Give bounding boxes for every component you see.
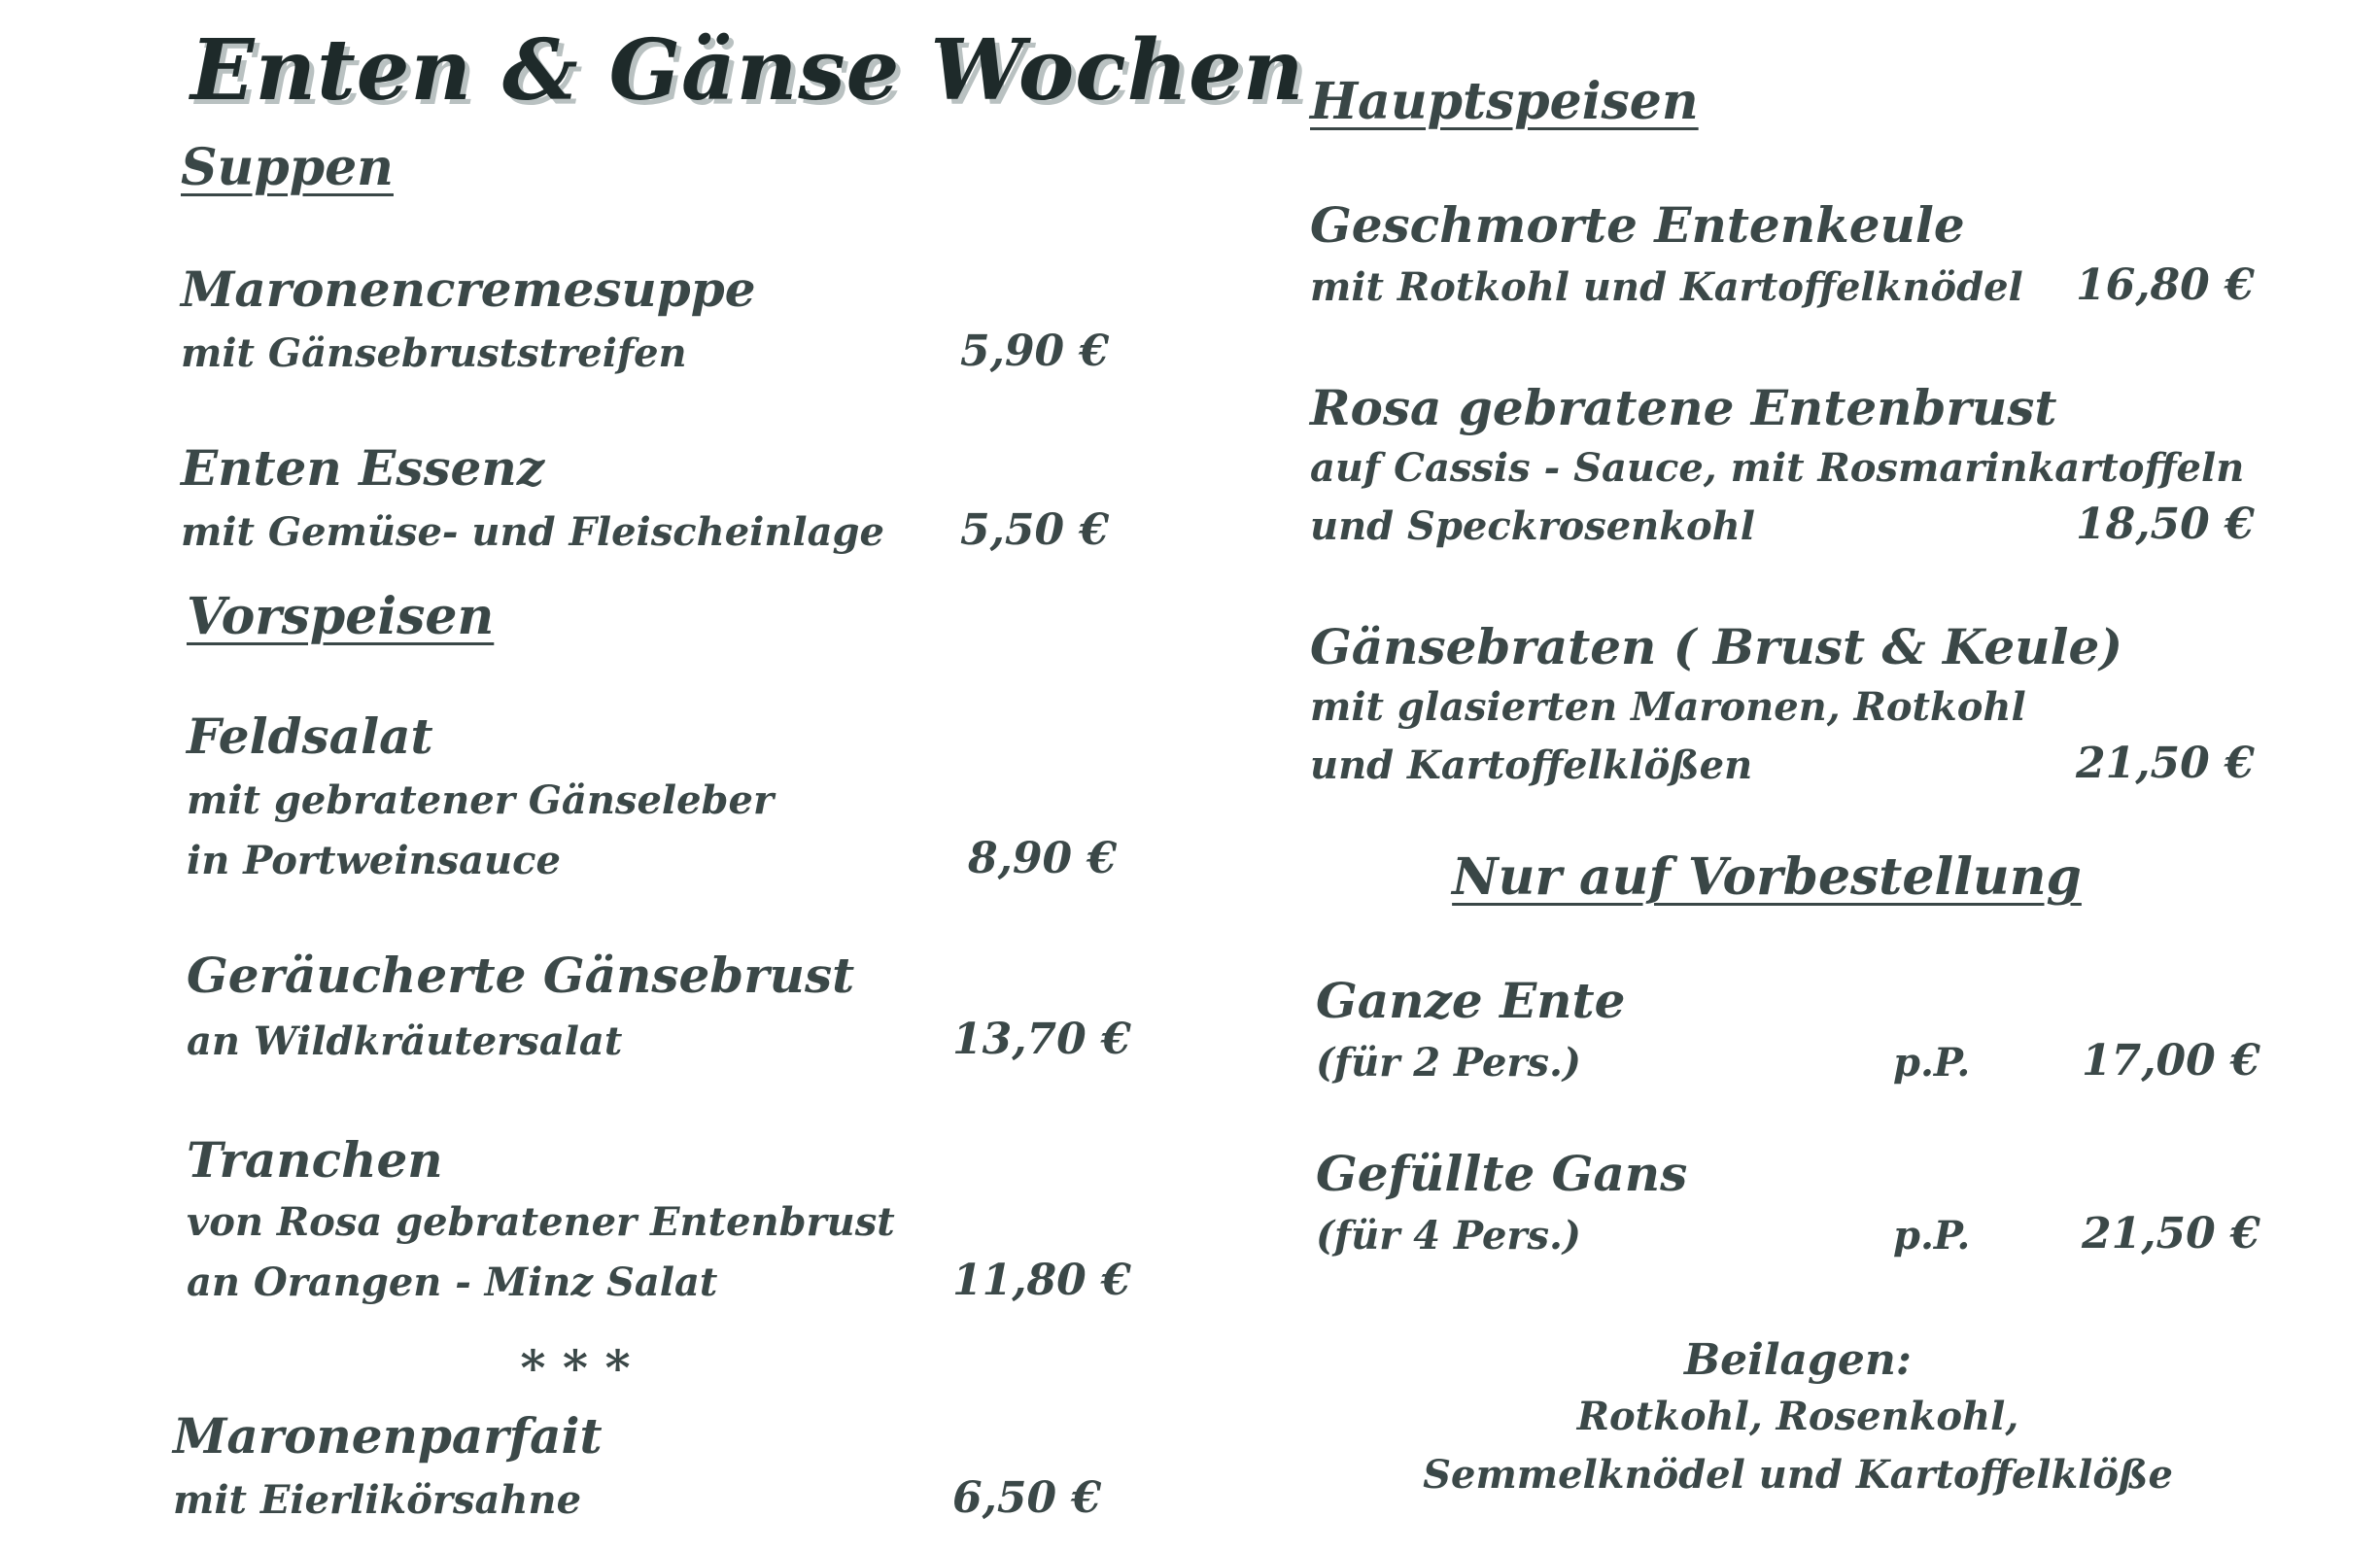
dish-description: mit Gänsebruststreifen (181, 330, 687, 376)
section-heading-suppen: Suppen (181, 138, 394, 197)
dish-price: 17,00 € (2082, 1036, 2260, 1086)
separator: * * * (520, 1339, 631, 1397)
dish-price: 8,90 € (968, 834, 1118, 883)
section-heading-hauptspeisen: Hauptspeisen (1310, 72, 1699, 131)
dish-name: Enten Essenz (181, 439, 545, 497)
section-heading-vorbestellung: Nur auf Vorbestellung (1452, 847, 2082, 907)
dish-price: 11,80 € (952, 1256, 1131, 1305)
dish-description: in Portweinsauce (187, 838, 561, 883)
dish-description: und Kartoffelklößen (1310, 742, 1753, 788)
dish-name: Geschmorte Entenkeule (1310, 196, 1965, 254)
dish-description: auf Cassis - Sauce, mit Rosmarinkartoffeln (1310, 445, 2245, 491)
dish-description: mit Eierlikörsahne (173, 1477, 582, 1523)
dish-name: Feldsalat (187, 707, 433, 765)
dish-name: Gefüllte Gans (1316, 1145, 1688, 1202)
dish-description: an Wildkräutersalat (187, 1018, 623, 1064)
dish-name: Maronencremesuppe (181, 260, 756, 318)
dish-description: und Speckrosenkohl (1310, 503, 1755, 549)
dish-price: 18,50 € (2076, 500, 2255, 549)
dish-description: mit Gemüse- und Fleischeinlage (181, 509, 884, 555)
dish-description: mit glasierten Maronen, Rotkohl (1310, 684, 2026, 730)
dish-price: 13,70 € (952, 1015, 1131, 1064)
dish-name: Gänsebraten ( Brust & Keule) (1310, 618, 2122, 675)
dish-description: von Rosa gebratener Entenbrust (187, 1199, 895, 1245)
price-unit: p.P. (1893, 1213, 1971, 1259)
dish-price: 21,50 € (2082, 1209, 2260, 1259)
price-unit: p.P. (1893, 1040, 1971, 1086)
dish-name: Ganze Ente (1316, 972, 1626, 1029)
dish-description: (für 4 Pers.) (1316, 1213, 1581, 1259)
dish-name: Geräucherte Gänsebrust (187, 947, 855, 1004)
dish-price: 21,50 € (2076, 739, 2255, 788)
dish-price: 5,50 € (960, 505, 1110, 555)
dish-name: Maronenparfait (173, 1407, 603, 1465)
dish-description: an Orangen - Minz Salat (187, 1259, 718, 1305)
dish-price: 6,50 € (952, 1473, 1102, 1523)
beilagen-line: Rotkohl, Rosenkohl, (1576, 1394, 2019, 1439)
dish-price: 5,90 € (960, 327, 1110, 376)
beilagen-line: Semmelknödel und Kartoffelklöße (1423, 1452, 2173, 1498)
dish-description: mit gebratener Gänseleber (187, 777, 775, 823)
section-heading-vorspeisen: Vorspeisen (187, 587, 495, 646)
dish-name: Tranchen (187, 1131, 443, 1189)
dish-name: Rosa gebratene Entenbrust (1310, 379, 2057, 436)
page-title: Enten & Gänse Wochen (190, 21, 1305, 120)
dish-description: (für 2 Pers.) (1316, 1040, 1581, 1086)
dish-price: 16,80 € (2076, 260, 2255, 310)
dish-description: mit Rotkohl und Kartoffelknödel (1310, 264, 2023, 310)
beilagen-heading: Beilagen: (1683, 1335, 1913, 1385)
